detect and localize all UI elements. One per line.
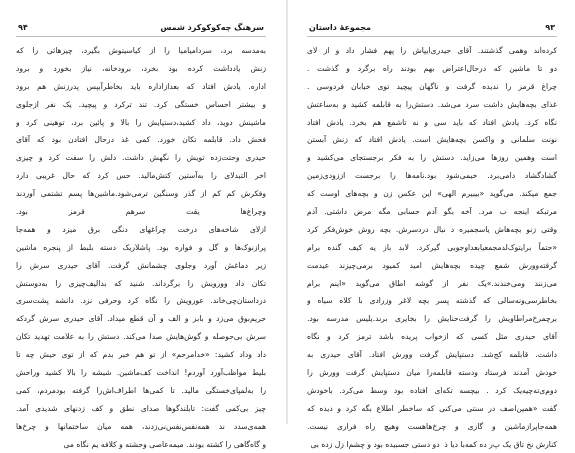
left-page-header <box>16 20 266 37</box>
text-line: داشت. قابلمه کج‌شد. دستپایش گرفت و‌ورش افتاد. آقای حیدری به <box>307 350 557 360</box>
text-line: وقتی زنو بچه‌هاش یاسجمیره د ‌نبال‌ دردسر‌ش. بچه‌ روش خوش‌فکر کرد <box>307 224 557 234</box>
text-line: زنش یادداشت کرده بود بخرد، برود‌خانه، نیاز بخورد و برود <box>16 63 266 73</box>
text-line: اداره. یادش افتاد که بعداز‌اداره باید بخاطر‌آبپس پدرزنش هم برود <box>16 81 266 91</box>
left-page <box>16 20 266 449</box>
text-line: «حتماً برا‌یتوک‌لدمجمعیا‌بعداوجوبی‌ گیرکرد‌. لابد باز یه کیف گنده برام <box>307 242 557 252</box>
text-line: گشادگشاد دامی‌برد. خیمی‌شود بود.نامه‌ها را برجست اززودی‌زمین <box>307 171 557 181</box>
text-line: دوم‌ی‌ته‌چیه‌یک کرد . بیچسه تکه‌ای افتاده‌ بود وسط می‌کرد. با‌خودش <box>307 385 557 395</box>
text-line: همه‌ی‌سدد‌ ند ‌همه‌نفس‌نفس‌نی‌زدند، همه میان ساختمانها و چرخ‌ها <box>16 421 266 431</box>
text-line: کنارش‌ نخ‌ تا‌ق‌ یک‌ پ‌ر ده‌‌ کمه‌با‌ دیا ذ‌ ‌ دو ‌دستی‌ جسبیده ‌بود و چشم‌‌ا ‌زل‌ ‌زده بی <box>310 439 557 449</box>
text-line: و‌فکرش کم کم از گذر و‌سنگین ترمی‌شود.ماشین‌ها پسم تشتمی آوردند <box>16 189 266 199</box>
text-line: فحش داد. قابلمه تکان خورد. کمی غذ در‌حال افتادن بود که آقای <box>16 135 266 145</box>
text-line: حیدری و‌حتت‌زده تویش را نگهش داشت. دلش را سفت کرد و چیزی <box>16 153 266 163</box>
text-line: می‌زنند ومی‌خندند.»یک نفر از گوشه اطاق می‌گوید «اینم برام <box>307 278 557 288</box>
text-line: گرفته‌وورش‌ شمع چیده بچه‌هایش ‌امید کمیود برمی‌چیز‌ند‌ عید‌مت <box>307 260 557 270</box>
text-line: بخاطرسی‌ونه‌سالی که گذشته پسر بچه لاغر وزرادی با کلاه سیاه و <box>307 296 557 306</box>
left-page-body <box>16 42 266 453</box>
text-line: همه‌جا‌پر‌از‌ماشین و گاری و چرخ‌ها‌هست وهیچ راه فراری نیست. <box>307 421 557 431</box>
text-line: و‌چراغ‌ها یقت سرهم قرمز بود. <box>16 207 266 217</box>
text-line: از‌لای شاخه‌های درخت چراغهای دنگی برق میزد و همه‌جا <box>16 224 266 234</box>
right-page <box>307 20 557 449</box>
text-line: بلیط مواظب‌آورد ‌آوردم! انداخت کف‌ماشین. شیشه را بالا کشید و‌راحش <box>16 368 266 378</box>
text-line: مرتبکه اینجه ب مرد. آخه بگو آدم حسابی مگه مرض داشتی. آدم <box>307 207 557 217</box>
text-line: زیر دماغش آورد و‌جلوی چشمانش گرفت. آقای حیدری سرش را <box>16 260 266 270</box>
left-page-number: ۹۴ <box>18 23 28 32</box>
text-line: در‌داستان‌چی‌خاند. عورویش را نگاه کرد و‌حرفی نزد. دانشه پشت‌سری <box>16 296 266 306</box>
text-line: آقای حیدری مثل کسی که از‌خواب پریده باشد ترمز کرد و نگاه <box>307 332 557 342</box>
text-line: به‌مدسه برد، سردامیامیا را از کیاسیتوش بگیرد، چیزهائی را که <box>16 46 266 55</box>
text-line: کرده‌اند و‌همی گذشتند. آقای حیدری‌ایپاش را پهم فشار داد و از لای <box>307 46 557 55</box>
right-page-body <box>307 42 557 453</box>
text-line: اخر التبدلا‌ی را به‌آستین کتش‌مالید. حس کرد که حال غریبی دارد <box>16 171 266 181</box>
text-line: داد و‌داد کشید: «خدا‌مرحم» از تو هم خبر بدم که از توی حیش چه تا <box>16 350 266 360</box>
text-line: و گاه‌گاهی را کشته بودند. میمه‌عاصی وحشته و کلافه یم نگاه می‌ <box>63 439 266 449</box>
text-line: غذای بچه‌هایش داشت سرد می‌شد. دستش‌را به قابلمه کشید و به‌ساعتش <box>307 99 557 109</box>
text-line: پرازنوک‌ها و گل و فواره بود. پاشلاریک دسته بلبط از پنجره ماشین <box>16 242 266 252</box>
text-line: ماشینش دوید، داد کشید،دستپایش را بالا و پائین برد، توهینی کرد و <box>16 117 266 127</box>
text-line: جمع میکند. می‌گوید «بیبیرم الهی» این عکس زن و بچه‌های اوست که <box>307 189 557 199</box>
text-line: گفت «همین‌‌‌اصف در سنتی می‌کنی که ‌ساخطر اطلاع بگه کرد و دیده که <box>307 403 557 413</box>
text-line: و بیشتر احساس خستگی کرد. تند ترکرد و پیچید. یک نفر از‌جلوی <box>16 99 266 109</box>
text-line: نونت سلمانی و واکسن بچه‌هایش است. یادش افتاد که زنش آبستن <box>307 135 557 145</box>
text-line: نگاه کرد. یادش افتاد که باید سی و نه تاشمع هم بخرد. یادش افتاد <box>307 117 557 127</box>
right-page-number: ۹۳ <box>545 23 555 32</box>
page-gutter <box>286 0 288 424</box>
text-line: چراغ قرمز را ندیده گرفت و ناگهان پیچید توی خیابان فردوسی . <box>307 81 557 91</box>
text-line: تکان داد و‌ورویش را برگرداند. شنید که بدالیف‌چیزی را به‌دوستش <box>16 278 266 288</box>
right-page-header <box>307 20 557 37</box>
text-line: حریم‌بوق می‌زد و با‌بز و الف و آن قطع میداد. آقای حیدری سرش گردکه <box>16 314 266 324</box>
right-running-head: مجموعهٔ داستان <box>309 23 372 32</box>
text-line: برچمرخ‌مراطاویش را گرفت‌حنایش را بخایری بر‌ند‌.یلیس مدرسه بود. <box>307 314 557 324</box>
text-line: سرش بی‌حوصله و گوش‌هایش صدا می‌کند. دستش را به علامت تهدید تکان <box>16 332 266 342</box>
left-running-head: سرهنگ چه‌کوکوکرد شمس <box>160 23 264 32</box>
text-line: دو تا ماشین که در‌حال‌اعتراض بهم بودند راه برگرد و گذشت . <box>307 63 557 73</box>
text-line: چیز بی‌کمی گفت: تا‌بلند‌گوها صدای‌ نطق و کف زدنهای شدیدی آمد. <box>16 403 266 413</box>
text-line: را به‌لمپای‌خستگی مالید. تا کمی‌ها اطراف‌اش‌را گرفته بود‌مردم‌، کمی <box>16 385 266 395</box>
text-line: است و‌همین روزها می‌زاید. دستش را به فکر برجستجا‌ی می‌کشید و <box>307 153 557 163</box>
text-line: خودش آمدند فرستاد ودسته قابلمه‌را میان دستپایش گرفت‌ وورش را <box>307 368 557 378</box>
